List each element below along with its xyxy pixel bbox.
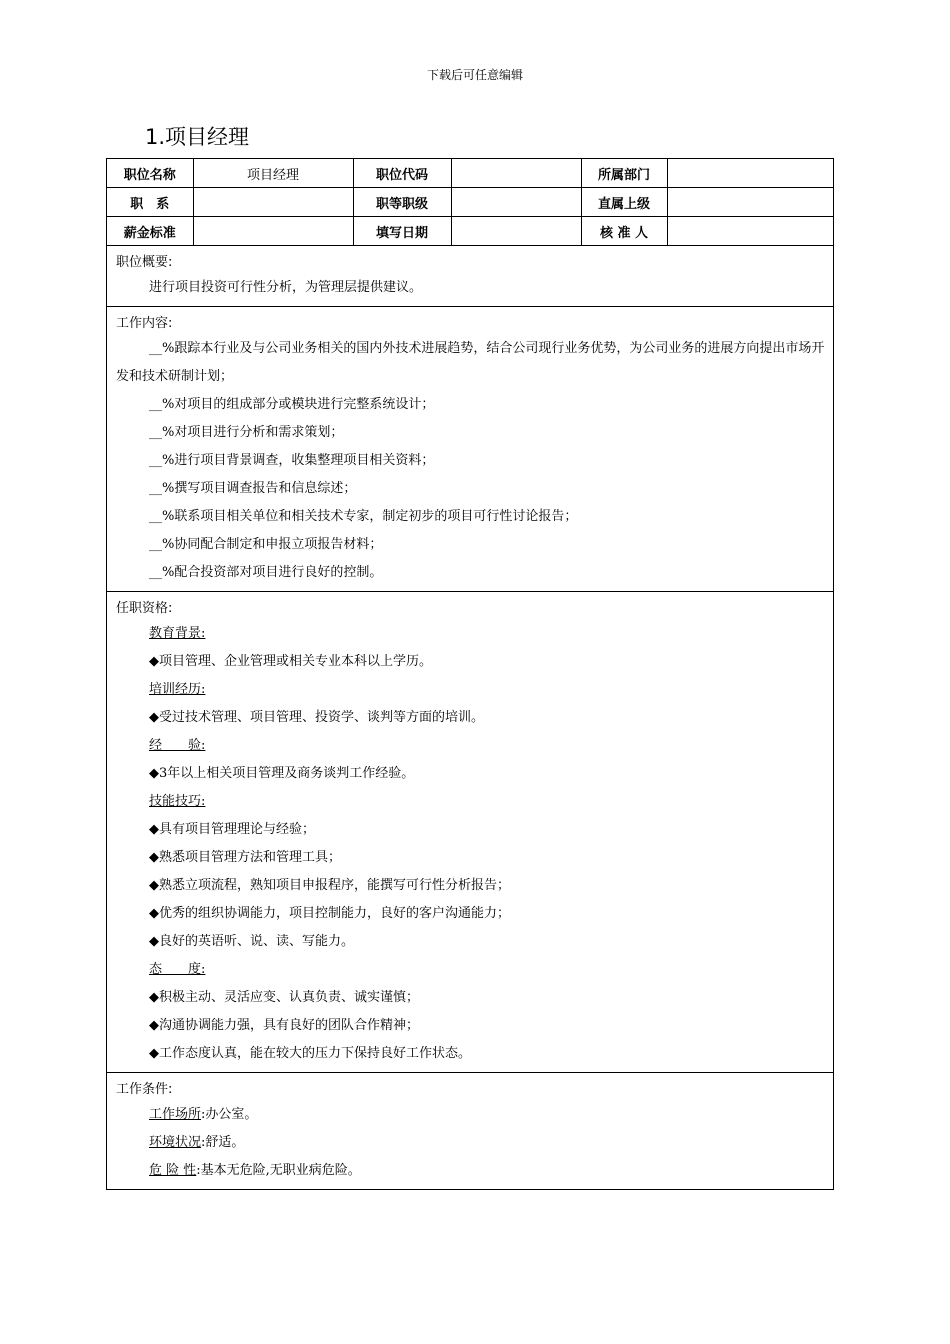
- meta-value: [667, 188, 833, 217]
- bullet-item: ◆受过技术管理、项目管理、投资学、谈判等方面的培训。: [149, 710, 484, 725]
- group-heading: 培训经历:: [149, 682, 206, 697]
- meta-value: [451, 159, 581, 188]
- meta-value: [667, 159, 833, 188]
- group-heading: 态 度:: [149, 962, 206, 977]
- section-title: 工作内容:: [116, 316, 173, 331]
- meta-value: [667, 217, 833, 246]
- bullet-item: ◆良好的英语听、说、读、写能力。: [149, 934, 354, 949]
- qualifications-section: [107, 591, 833, 1072]
- duty-item: __%进行项目背景调查，收集整理项目相关资料；: [149, 453, 435, 468]
- meta-value: [193, 217, 353, 246]
- meta-row: [107, 159, 833, 188]
- meta-label: 职位代码: [353, 159, 451, 188]
- meta-value: [451, 188, 581, 217]
- bullet-item: ◆项目管理、企业管理或相关专业本科以上学历。: [149, 654, 432, 669]
- duty-item: __%跟踪本行业及与公司业务相关的国内外技术进展趋势，结合公司现行业务优势，为公司业务的进展方向提出市场开发和技术研制计划；: [116, 341, 825, 384]
- meta-label: 职等职级: [353, 188, 451, 217]
- duty-item: __%联系项目相关单位和相关技术专家，制定初步的项目可行性讨论报告；: [149, 509, 578, 524]
- section-title: 职位概要:: [116, 255, 173, 270]
- condition-item: [116, 1157, 825, 1185]
- meta-label: 职 系: [107, 188, 193, 217]
- bullet-item: ◆优秀的组织协调能力，项目控制能力，良好的客户沟通能力；: [149, 906, 510, 921]
- section-title: 任职资格:: [116, 601, 173, 616]
- conditions-section: [107, 1072, 833, 1189]
- meta-label: 职位名称: [107, 159, 193, 188]
- meta-value: 项目经理: [193, 159, 353, 188]
- bullet-item: ◆熟悉立项流程，熟知项目申报程序，能撰写可行性分析报告；: [149, 878, 510, 893]
- duties-section: [107, 306, 833, 591]
- group-heading: 教育背景:: [149, 626, 206, 641]
- page-title: 1.项目经理: [145, 125, 250, 149]
- section-title: 工作条件:: [116, 1082, 173, 1097]
- group-heading: 技能技巧:: [149, 794, 206, 809]
- bullet-item: ◆工作态度认真，能在较大的压力下保持良好工作状态。: [149, 1046, 471, 1061]
- bullet-item: ◆具有项目管理理论与经验；: [149, 822, 315, 837]
- condition-label: 环境状况: [149, 1135, 202, 1150]
- condition-item: [116, 1129, 825, 1157]
- duty-item: __%协同配合制定和申报立项报告材料；: [149, 537, 383, 552]
- condition-label: 工作场所: [149, 1107, 202, 1122]
- header-note: 下载后可任意编辑: [426, 68, 523, 82]
- condition-label: 危 险 性: [149, 1163, 197, 1178]
- bullet-item: ◆熟悉项目管理方法和管理工具；: [149, 850, 341, 865]
- duty-item: __%对项目的组成部分或模块进行完整系统设计；: [149, 397, 435, 412]
- condition-value: :办公室。: [201, 1107, 258, 1122]
- bullet-item: ◆3年以上相关项目管理及商务谈判工作经验。: [149, 766, 415, 781]
- meta-label: 所属部门: [581, 159, 667, 188]
- meta-label: 直属上级: [581, 188, 667, 217]
- summary-section: [107, 246, 833, 306]
- duty-item: __%撰写项目调查报告和信息综述；: [149, 481, 357, 496]
- bullet-item: ◆积极主动、灵活应变、认真负责、诚实谨慎；: [149, 990, 419, 1005]
- condition-value: :舒适。: [201, 1135, 245, 1150]
- meta-row: [107, 217, 833, 246]
- condition-value: :基本无危险,无职业病危险。: [196, 1163, 361, 1178]
- meta-label: 薪金标准: [107, 217, 193, 246]
- meta-table: [107, 159, 833, 246]
- summary-text: 进行项目投资可行性分析，为管理层提供建议。: [149, 280, 423, 295]
- job-description-table: [106, 158, 834, 1190]
- meta-label: 填写日期: [353, 217, 451, 246]
- meta-value: [451, 217, 581, 246]
- group-heading: 经 验:: [149, 738, 206, 753]
- meta-value: [193, 188, 353, 217]
- meta-label: 核 准 人: [581, 217, 667, 246]
- meta-row: [107, 188, 833, 217]
- duty-item: __%配合投资部对项目进行良好的控制。: [149, 565, 383, 580]
- condition-item: [116, 1101, 825, 1129]
- duty-item: __%对项目进行分析和需求策划；: [149, 425, 344, 440]
- bullet-item: ◆沟通协调能力强，具有良好的团队合作精神；: [149, 1018, 419, 1033]
